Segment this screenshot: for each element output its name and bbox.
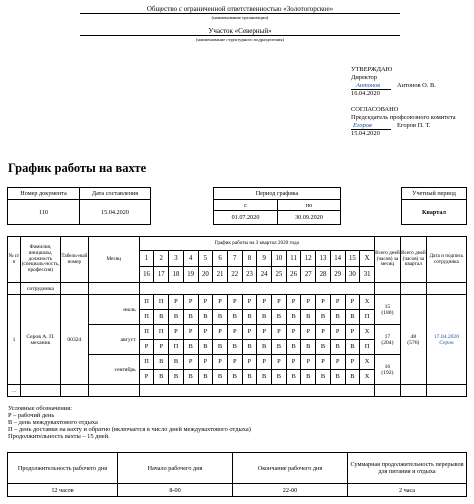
day-mark-cell: П bbox=[154, 295, 169, 310]
day-mark-cell: Р bbox=[345, 355, 360, 370]
period-to-label: по bbox=[278, 200, 341, 211]
month-days-total: 17 bbox=[384, 333, 391, 340]
day-mark-cell: Р bbox=[139, 370, 154, 385]
employee-rows bbox=[8, 295, 467, 385]
day-mark-cell: В bbox=[272, 370, 287, 385]
spacer-cell bbox=[139, 283, 374, 295]
day-mark-cell: Р bbox=[286, 295, 301, 310]
day-mark-cell: В bbox=[169, 355, 184, 370]
spacer-cell bbox=[374, 283, 400, 295]
day-mark-cell: Р bbox=[272, 295, 287, 310]
header-breaks: Суммарная продолжительность перерывов для питания и отдыха bbox=[348, 453, 467, 484]
approve-signature: Антонов bbox=[356, 82, 381, 89]
period-table bbox=[213, 187, 341, 225]
work-end: 22-00 bbox=[233, 484, 348, 497]
schedule-table bbox=[7, 236, 467, 397]
day-number-cell: 2 bbox=[154, 251, 169, 267]
day-number-cell: 9 bbox=[257, 251, 272, 267]
day-number-cell: 18 bbox=[169, 267, 184, 283]
spacer-cell bbox=[88, 385, 139, 397]
header-days-month: Всего дней (часов) за месяц bbox=[374, 237, 400, 283]
schedule-row bbox=[8, 295, 467, 310]
day-mark-cell: В bbox=[183, 370, 198, 385]
work-breaks: 2 часа bbox=[348, 484, 467, 497]
day-mark-cell: Х bbox=[360, 355, 375, 370]
day-number-cell: 23 bbox=[242, 267, 257, 283]
day-mark-cell: Х bbox=[360, 295, 375, 310]
doc-date: 15.04.2020 bbox=[80, 200, 151, 225]
day-mark-cell: Р bbox=[316, 295, 331, 310]
agree-title: СОГЛАСОВАНО bbox=[351, 106, 399, 113]
month-hours-total: (180) bbox=[381, 309, 394, 316]
day-mark-cell: В bbox=[242, 370, 257, 385]
day-mark-cell: Р bbox=[139, 340, 154, 355]
day-mark-cell: Р bbox=[330, 355, 345, 370]
day-mark-cell: Р bbox=[183, 355, 198, 370]
day-mark-cell: В bbox=[272, 310, 287, 325]
day-mark-cell: В bbox=[286, 310, 301, 325]
spacer-cell bbox=[400, 385, 426, 397]
day-mark-cell: Р bbox=[169, 295, 184, 310]
employee-signature-cell bbox=[426, 295, 466, 385]
day-mark-cell: В bbox=[330, 370, 345, 385]
account-period-label: Учетный период bbox=[402, 188, 467, 200]
day-mark-cell: В bbox=[154, 355, 169, 370]
day-number-cell: 28 bbox=[316, 267, 331, 283]
day-mark-cell: Р bbox=[198, 325, 213, 340]
period-to: 30.09.2020 bbox=[278, 211, 341, 225]
day-mark-cell: В bbox=[345, 370, 360, 385]
unit-name-underline bbox=[80, 35, 400, 36]
month-total bbox=[374, 295, 400, 325]
day-mark-cell: П bbox=[360, 340, 375, 355]
day-mark-cell: В bbox=[154, 310, 169, 325]
day-mark-cell: Р bbox=[198, 355, 213, 370]
signature-date: 17.04.2020 bbox=[433, 333, 459, 340]
day-mark-cell: П bbox=[139, 325, 154, 340]
day-mark-cell: В bbox=[316, 310, 331, 325]
day-mark-cell: Р bbox=[286, 325, 301, 340]
month-days-total: 16 bbox=[384, 363, 391, 370]
day-mark-cell: Р bbox=[183, 325, 198, 340]
document-title: График работы на вахте bbox=[8, 161, 147, 175]
spacer-cell bbox=[20, 385, 60, 397]
day-number-cell: Х bbox=[360, 251, 375, 267]
spacer-cell bbox=[426, 385, 466, 397]
day-mark-cell: В bbox=[301, 370, 316, 385]
spacer-cell bbox=[60, 283, 88, 295]
day-mark-cell: Р bbox=[227, 325, 242, 340]
header-tab: Табель-ный номер bbox=[60, 237, 88, 283]
doc-number-label: Номер документа bbox=[8, 188, 80, 200]
approve-name: Антонов О. В. bbox=[397, 82, 436, 89]
day-mark-cell: П bbox=[154, 325, 169, 340]
agree-name: Егоров П. Т. bbox=[397, 122, 431, 129]
dots-row bbox=[8, 385, 467, 397]
header-signature: Дата и подпись сотрудника bbox=[426, 237, 466, 283]
doc-date-label: Дата составления bbox=[80, 188, 151, 200]
month-name: июль bbox=[88, 295, 139, 325]
day-number-cell: 29 bbox=[330, 267, 345, 283]
unit-name-caption: (наименование структурного подразделения) bbox=[195, 37, 285, 42]
approve-date: 16.04.2020 bbox=[351, 90, 380, 97]
day-number-cell: 15 bbox=[345, 251, 360, 267]
agree-position: Председатель профсоюзного комитета bbox=[351, 114, 456, 121]
day-mark-cell: Р bbox=[242, 295, 257, 310]
org-name: Общество с ограниченной ответственностью «Золотогорское» bbox=[146, 5, 334, 13]
day-mark-cell: В bbox=[213, 340, 228, 355]
day-mark-cell: Р bbox=[301, 325, 316, 340]
day-mark-cell: Р bbox=[257, 355, 272, 370]
day-mark-cell: Р bbox=[257, 295, 272, 310]
header-start: Начало рабочего дня bbox=[118, 453, 233, 484]
day-mark-cell: Р bbox=[316, 325, 331, 340]
day-mark-cell: В bbox=[301, 310, 316, 325]
dots-cell: ... bbox=[8, 385, 21, 397]
period-from: 01.07.2020 bbox=[214, 211, 278, 225]
account-period-table bbox=[401, 187, 467, 225]
spacer-cell bbox=[400, 283, 426, 295]
spacer-cell bbox=[8, 283, 21, 295]
spacer-cell bbox=[60, 385, 88, 397]
day-mark-cell: Х bbox=[360, 325, 375, 340]
day-mark-cell: Р bbox=[213, 295, 228, 310]
month-total bbox=[374, 355, 400, 385]
day-mark-cell: Х bbox=[360, 370, 375, 385]
day-mark-cell: В bbox=[183, 310, 198, 325]
day-mark-cell: В bbox=[272, 340, 287, 355]
legend-item-duration: Продолжительность вахты – 15 дней. bbox=[8, 433, 110, 440]
day-mark-cell: Р bbox=[330, 325, 345, 340]
day-mark-cell: Р bbox=[316, 355, 331, 370]
day-mark-cell: Р bbox=[169, 325, 184, 340]
agree-signature: Егоров bbox=[353, 122, 372, 129]
day-mark-cell: В bbox=[227, 310, 242, 325]
header-days-quarter: Всего дней (часов) за квартал bbox=[400, 237, 426, 283]
day-number-cell: 13 bbox=[316, 251, 331, 267]
day-mark-cell: В bbox=[213, 370, 228, 385]
day-mark-cell: В bbox=[183, 340, 198, 355]
day-mark-cell: П bbox=[139, 295, 154, 310]
day-mark-cell: В bbox=[345, 310, 360, 325]
day-number-cell: 26 bbox=[286, 267, 301, 283]
day-number-cell: 30 bbox=[345, 267, 360, 283]
employee-label: сотрудника bbox=[20, 283, 60, 295]
day-mark-cell: Р bbox=[272, 355, 287, 370]
day-number-cell: 6 bbox=[213, 251, 228, 267]
day-number-cell: 20 bbox=[198, 267, 213, 283]
month-days-total: 15 bbox=[384, 303, 391, 310]
month-name: август bbox=[88, 325, 139, 355]
spacer-cell bbox=[88, 283, 139, 295]
day-mark-cell: Р bbox=[183, 295, 198, 310]
day-mark-cell: В bbox=[198, 310, 213, 325]
day-number-cell: 1 bbox=[139, 251, 154, 267]
header-num: № п/п bbox=[8, 237, 21, 283]
work-duration: 12 часов bbox=[8, 484, 118, 497]
day-number-cell: 19 bbox=[183, 267, 198, 283]
month-name: сентябрь bbox=[88, 355, 139, 385]
period-label: Период графика bbox=[214, 188, 341, 200]
legend-item-rest: В – день междувахтового отдыха bbox=[8, 419, 98, 426]
day-mark-cell: Р bbox=[272, 325, 287, 340]
employee-name: Серов А. П. механик bbox=[20, 295, 60, 385]
legend-title: Условные обозначения: bbox=[8, 405, 72, 412]
org-name-underline bbox=[80, 13, 400, 14]
day-mark-cell: Р bbox=[301, 295, 316, 310]
spacer-cell bbox=[374, 385, 400, 397]
day-number-cell: 24 bbox=[257, 267, 272, 283]
day-mark-cell: В bbox=[227, 340, 242, 355]
day-mark-cell: В bbox=[286, 370, 301, 385]
day-mark-cell: Р bbox=[330, 295, 345, 310]
day-mark-cell: П bbox=[169, 340, 184, 355]
day-mark-cell: Р bbox=[257, 325, 272, 340]
employee-label-row bbox=[8, 283, 467, 295]
day-mark-cell: Р bbox=[345, 295, 360, 310]
month-hours-total: (204) bbox=[381, 339, 394, 346]
day-mark-cell: Р bbox=[345, 325, 360, 340]
day-number-cell: 5 bbox=[198, 251, 213, 267]
day-number-cell: 11 bbox=[286, 251, 301, 267]
day-mark-cell: В bbox=[330, 310, 345, 325]
day-number-cell: 7 bbox=[227, 251, 242, 267]
quarter-total bbox=[400, 295, 426, 385]
day-mark-cell: В bbox=[242, 340, 257, 355]
doc-number: 110 bbox=[8, 200, 80, 225]
day-mark-cell: Р bbox=[242, 325, 257, 340]
day-number-cell: 16 bbox=[139, 267, 154, 283]
header-period: График работы на 3 квартал 2020 года bbox=[139, 237, 374, 251]
day-mark-cell: В bbox=[257, 340, 272, 355]
day-number-cell: 12 bbox=[301, 251, 316, 267]
day-number-cell: 31 bbox=[360, 267, 375, 283]
header-name: Фамилия, инициалы, должность (специаль-ность, профессия) bbox=[20, 237, 60, 283]
day-number-cell: 3 bbox=[169, 251, 184, 267]
day-number-cell: 10 bbox=[272, 251, 287, 267]
day-mark-cell: В bbox=[257, 370, 272, 385]
header-duration: Продолжительность рабочего дня bbox=[8, 453, 118, 484]
day-number-cell: 8 bbox=[242, 251, 257, 267]
day-mark-cell: П bbox=[139, 355, 154, 370]
day-mark-cell: П bbox=[360, 310, 375, 325]
quarter-hours-total: (576) bbox=[407, 339, 420, 346]
day-number-cell: 25 bbox=[272, 267, 287, 283]
day-mark-cell: Р bbox=[242, 355, 257, 370]
employee-signature: Серов bbox=[439, 339, 454, 346]
day-mark-cell: В bbox=[301, 340, 316, 355]
day-mark-cell: Р bbox=[198, 295, 213, 310]
legend-item-travel: П – день доставки на вахту и обратно (включается в число дней междувахтового отдыха) bbox=[8, 426, 251, 433]
day-number-cell: 4 bbox=[183, 251, 198, 267]
agree-date: 15.04.2020 bbox=[351, 130, 380, 137]
work-start: 8-00 bbox=[118, 484, 233, 497]
unit-name: Участок «Северный» bbox=[208, 27, 272, 35]
day-mark-cell: В bbox=[154, 370, 169, 385]
approve-position: Директор bbox=[351, 74, 377, 81]
day-number-cell: 22 bbox=[227, 267, 242, 283]
legend bbox=[8, 405, 251, 440]
day-mark-cell: Р bbox=[154, 340, 169, 355]
day-mark-cell: В bbox=[169, 370, 184, 385]
day-mark-cell: Р bbox=[301, 355, 316, 370]
day-mark-cell: В bbox=[198, 370, 213, 385]
header-end: Окончание рабочего дня bbox=[233, 453, 348, 484]
day-mark-cell: В bbox=[242, 310, 257, 325]
day-number-cell: 14 bbox=[330, 251, 345, 267]
period-from-label: с bbox=[214, 200, 278, 211]
day-mark-cell: В bbox=[213, 310, 228, 325]
day-mark-cell: В bbox=[286, 340, 301, 355]
org-name-caption: (наименование организации) bbox=[211, 15, 269, 20]
day-mark-cell: В bbox=[169, 310, 184, 325]
day-mark-cell: В bbox=[345, 340, 360, 355]
day-mark-cell: В bbox=[330, 340, 345, 355]
work-hours-table bbox=[7, 452, 467, 497]
day-mark-cell: В bbox=[198, 340, 213, 355]
approve-title: УТВЕРЖДАЮ bbox=[351, 66, 393, 73]
month-hours-total: (192) bbox=[381, 369, 394, 376]
day-number-cell: 21 bbox=[213, 267, 228, 283]
day-number-cell: 17 bbox=[154, 267, 169, 283]
day-mark-cell: В bbox=[227, 370, 242, 385]
month-total bbox=[374, 325, 400, 355]
quarter-days-total: 48 bbox=[410, 333, 417, 340]
spacer-cell bbox=[139, 385, 374, 397]
doc-number-table bbox=[7, 187, 151, 225]
day-mark-cell: Р bbox=[227, 355, 242, 370]
spacer-cell bbox=[426, 283, 466, 295]
row-number: 1 bbox=[8, 295, 21, 385]
day-mark-cell: Р bbox=[227, 295, 242, 310]
day-mark-cell: Р bbox=[286, 355, 301, 370]
day-mark-cell: В bbox=[316, 370, 331, 385]
legend-item-work: Р – рабочий день bbox=[8, 412, 55, 419]
header-month: Месяц bbox=[88, 237, 139, 283]
employee-tab-number: 00324 bbox=[60, 295, 88, 385]
day-mark-cell: Р bbox=[213, 355, 228, 370]
day-mark-cell: Р bbox=[213, 325, 228, 340]
day-number-cell: 27 bbox=[301, 267, 316, 283]
day-mark-cell: В bbox=[316, 340, 331, 355]
day-mark-cell: В bbox=[257, 310, 272, 325]
day-mark-cell: П bbox=[139, 310, 154, 325]
account-period-value: Квартал bbox=[402, 200, 467, 225]
